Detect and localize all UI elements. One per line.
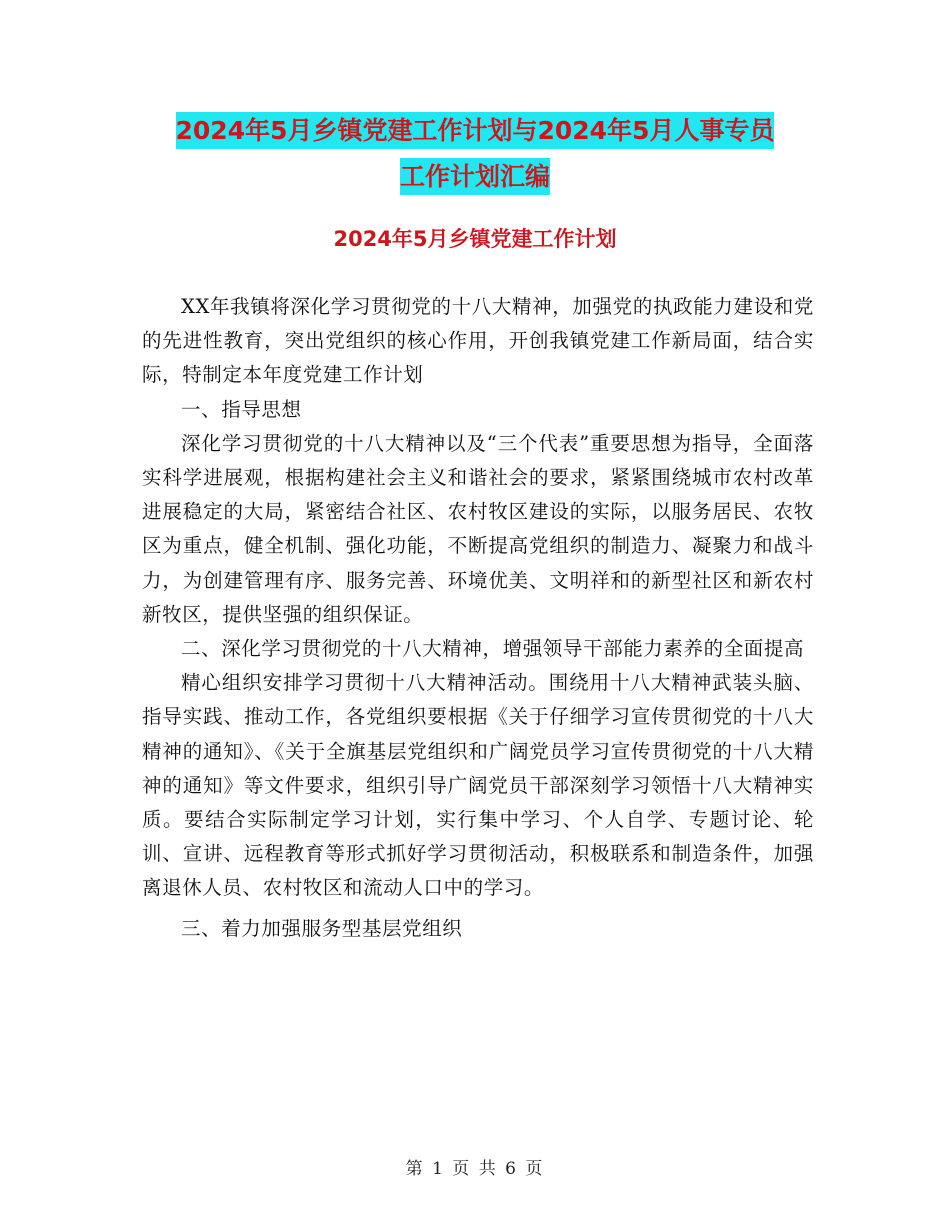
paragraph-guiding-thought: 深化学习贯彻党的十八大精神以及“三个代表”重要思想为指导，全面落实科学进展观，根据构建社会主义和谐社会的要求，紧紧围绕城市农村改革进展稳定的大局，紧密结合社区、农村牧区建设的实际，以服务居民、农牧区为重点，健全机制、强化功能，不断提高党组织的制造力、凝聚力和战斗力，为创建管理有序、服务完善、环境优美、文明祥和的新型社区和新农村新牧区，提供坚强的组织保证。 bbox=[142, 431, 814, 626]
paragraph-intro: XX年我镇将深化学习贯彻党的十八大精神，加强党的执政能力建设和党的先进性教育，突出党组织的核心作用，开创我镇党建工作新局面，结合实际，特制定本年度党建工作计划 bbox=[142, 295, 814, 387]
heading-guiding-thought: 一、指导思想 bbox=[181, 397, 302, 421]
document-main-title bbox=[0, 108, 950, 200]
section-title: 2024年5月乡镇党建工作计划 bbox=[333, 227, 617, 251]
page-number-footer: 第 1 页 共 6 页 bbox=[405, 1159, 545, 1179]
title-line-1: 2024年5月乡镇党建工作计划与2024年5月人事专员 bbox=[176, 112, 775, 149]
paragraph-section-2: 精心组织安排学习贯彻十八大精神活动。围绕用十八大精神武装头脑、指导实践、推动工作，各党组织要根据《关于仔细学习宣传贯彻党的十八大精神的通知》、《关于全旗基层党组织和广阔党员学习宣传贯彻党的十八大精神的通知》等文件要求，组织引导广阔党员干部深刻学习领悟十八大精神实质。要结合实际制定学习计划，实行集中学习、个人自学、专题讨论、轮训、宣讲、远程教育等形式抓好学习贯彻活动，积极联系和制造条件，加强离退休人员、农村牧区和流动人口中的学习。 bbox=[142, 671, 814, 900]
title-line-2: 工作计划汇编 bbox=[400, 158, 550, 195]
heading-section-2: 二、深化学习贯彻党的十八大精神，增强领导干部能力素养的全面提高 bbox=[181, 637, 805, 661]
heading-section-3: 三、着力加强服务型基层党组织 bbox=[181, 916, 463, 940]
document-body bbox=[142, 290, 814, 946]
